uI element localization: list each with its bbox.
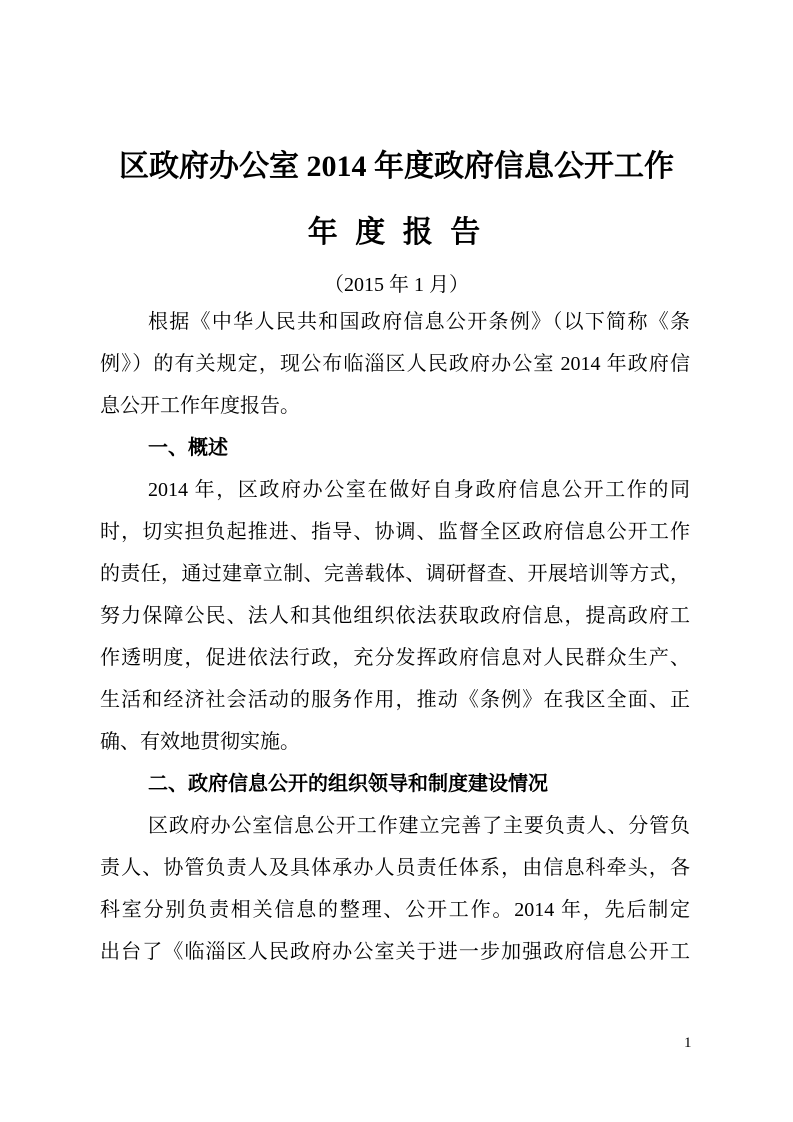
document-line: 确、有效地贯彻实施。 [100, 731, 300, 753]
document-line: 区政府办公室信息公开工作建立完善了主要负责人、分管负 [148, 815, 690, 837]
document-line: 生活和经济社会活动的服务作用，推动《条例》在我区全面、正 [100, 689, 690, 711]
document-line: 的责任，通过建章立制、完善载体、调研督查、开展培训等方式， [100, 563, 690, 585]
document-body [100, 301, 690, 973]
document-line: 根据《中华人民共和国政府信息公开条例》（以下简称《条 [148, 311, 690, 333]
document-title-line1: 区政府办公室 2014 年度政府信息公开工作 [119, 150, 674, 183]
section-heading-line: 二、政府信息公开的组织领导和制度建设情况 [148, 773, 548, 795]
document-line: 责人、协管负责人及具体承办人员责任体系，由信息科牵头，各 [100, 857, 690, 879]
footer-page-number: 1 [684, 1035, 692, 1051]
document-line: 努力保障公民、法人和其他组织依法获取政府信息，提高政府工 [100, 605, 690, 627]
document-line: 2014 年，区政府办公室在做好自身政府信息公开工作的同 [148, 479, 690, 501]
document-date-line: （2015 年 1 月） [324, 274, 469, 296]
document-title-line2: 年 度 报 告 [307, 216, 486, 249]
document-line: 出台了《临淄区人民政府办公室关于进一步加强政府信息公开工 [100, 941, 690, 963]
document-line: 时，切实担负起推进、指导、协调、监督全区政府信息公开工作 [100, 521, 690, 543]
document-line: 科室分别负责相关信息的整理、公开工作。2014 年，先后制定 [100, 899, 690, 921]
document-line: 作透明度，促进依法行政，充分发挥政府信息对人民群众生产、 [100, 647, 690, 669]
document-line: 例》）的有关规定，现公布临淄区人民政府办公室 2014 年政府信 [100, 353, 690, 375]
section-heading-line: 一、概述 [148, 437, 228, 459]
document-line: 息公开工作年度报告。 [100, 395, 300, 417]
